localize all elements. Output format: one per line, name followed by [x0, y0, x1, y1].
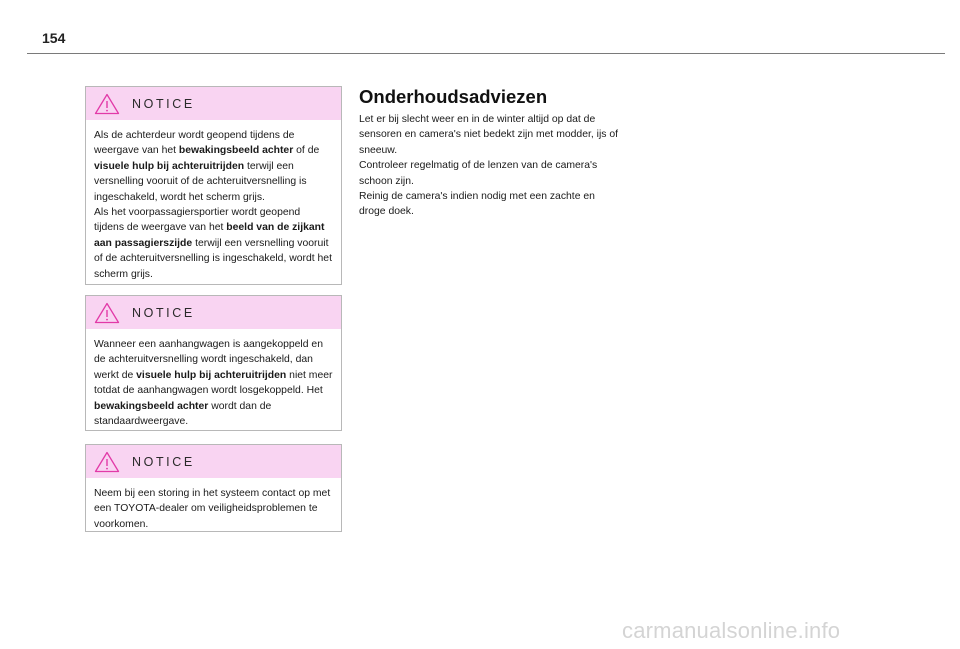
bold-term: visuele hulp bij achteruitrijden — [136, 369, 287, 381]
text-run: wordt dan de standaardweergave. — [94, 400, 272, 428]
section-body — [359, 112, 624, 220]
text-run: Neem bij een storing in het systeem contact op met een TOYOTA-dealer om veiligheidsproblemen te voorkomen. — [94, 488, 331, 530]
section-title: Onderhoudsadviezen — [359, 86, 548, 107]
notice-header — [86, 445, 341, 478]
notice-text — [86, 120, 341, 290]
bold-term: visuele hulp bij achteruitrijden — [94, 160, 245, 172]
warning-triangle-icon — [94, 451, 120, 473]
watermark: carmanualsonline.info — [622, 618, 841, 643]
text-run: Als de achterdeur wordt geopend tijdens de weergave van het — [94, 130, 295, 157]
header-divider — [27, 53, 945, 54]
text-run: Wanneer een aanhangwagen is aangekoppeld en de achteruitversnelling wordt ingeschakeld, dan werkt de — [94, 339, 323, 381]
paragraph: Reinig de camera's indien nodig met een zachte en droge doek. — [359, 191, 595, 218]
warning-triangle-icon — [94, 93, 120, 115]
warning-triangle-icon — [94, 302, 120, 324]
notice-title: NOTICE — [132, 305, 195, 320]
text-run: Als het voorpassagiersportier wordt geopend tijdens de weergave van het — [94, 207, 301, 234]
text-run: niet meer totdat de aanhangwagen wordt losgekoppeld. Het — [94, 369, 333, 397]
notice-header — [86, 296, 341, 329]
notice-header — [86, 87, 341, 120]
paragraph: Let er bij slecht weer en in de winter altijd op dat de sensoren en camera's niet bedekt zijn met modder, ijs of sneeuw. — [359, 114, 618, 156]
text-run: terwijl een versnelling vooruit of de achteruitversnelling is ingeschakeld, wordt het scherm grijs. — [94, 160, 307, 203]
notice-title: NOTICE — [132, 96, 195, 111]
notice-title: NOTICE — [132, 454, 195, 469]
notice-box-1 — [85, 86, 342, 285]
notice-text — [86, 478, 341, 540]
notice-text — [86, 329, 341, 437]
page-number: 154 — [42, 30, 66, 46]
notice-box-2 — [85, 295, 342, 431]
notice-box-3 — [85, 444, 342, 532]
bold-term: bewakingsbeeld achter — [94, 400, 209, 412]
bold-term: beeld van de zijkant aan passagierszijde — [94, 222, 325, 249]
paragraph: Controleer regelmatig of de lenzen van de camera's schoon zijn. — [359, 160, 598, 187]
text-run: terwijl een versnelling vooruit of de achteruitversnelling is ingeschakeld, wordt het scherm grijs. — [94, 237, 332, 280]
text-run: of de — [293, 145, 320, 157]
bold-term: bewakingsbeeld achter — [178, 145, 294, 157]
